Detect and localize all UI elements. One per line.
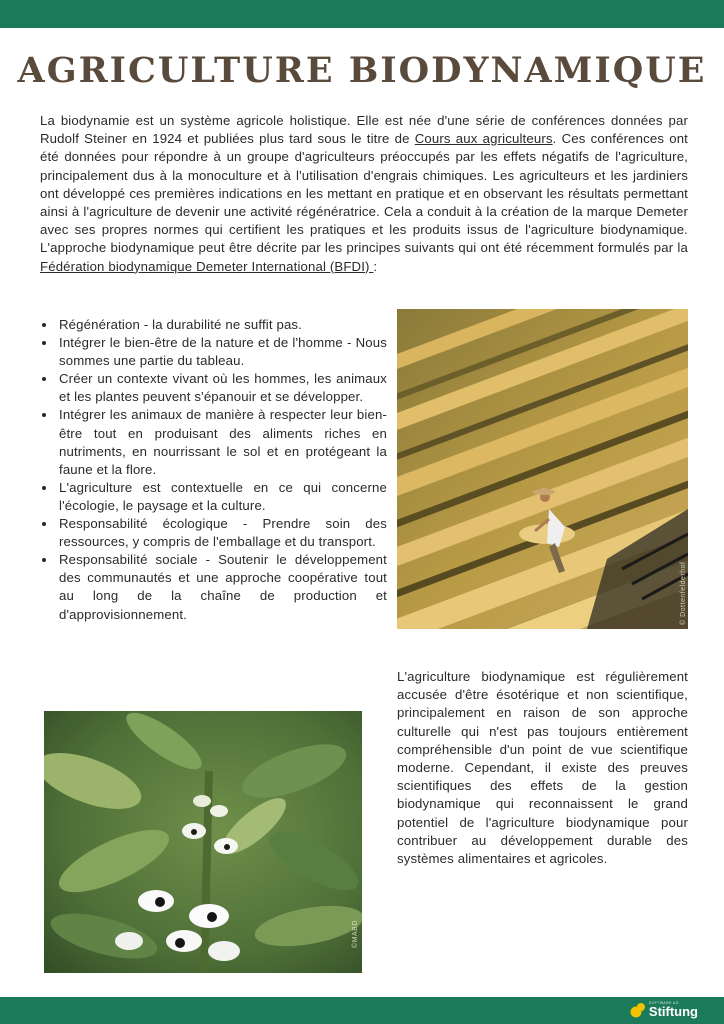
bean-flower-photo <box>44 711 362 973</box>
field-photo-credit: © Dottenfelderhof <box>680 561 687 625</box>
list-item: • Responsabilité sociale - Soutenir le développement des communautés et une approche coopérative tout au long de la chaîne de production et d'approvisionnement. <box>57 551 387 623</box>
link-bfdi[interactable]: Fédération biodynamique Demeter International (BFDI) <box>40 258 374 274</box>
intro-text-3: : <box>373 258 378 274</box>
list-item: • L'agriculture est contextuelle en ce qui concerne l'écologie, le paysage et la culture. <box>57 479 387 515</box>
intro-text-1: La biodynamie est un système agricole holistique. Elle est née d'une série de conférences données par Rudolf Steiner en 1924 et publiées plus tard sous le titre de <box>40 113 688 147</box>
link-cours-aux-agriculteurs[interactable]: Cours aux agriculteurs <box>414 131 553 147</box>
stiftung-logo <box>630 999 698 1021</box>
principles-list <box>40 316 387 624</box>
bottom-banner-bar <box>0 997 724 1024</box>
top-banner-bar <box>0 0 724 28</box>
list-item: • Créer un contexte vivant où les hommes, les animaux et les plantes peuvent s'épanouir et se développer. <box>57 370 387 406</box>
intro-text-2: . Ces conférences ont été données pour répondre à un groupe d'agriculteurs préoccupés par les effets négatifs de l'agriculture, principalement dus à la monoculture et à l'utilisation d'engrais chimiques. Les agriculteurs et les jardiniers ont développé ces premières indications en les mettant en pratique et en observant les résultats permettant ainsi à l'agriculture de devenir une activité régénératrice. Cela a conduit à la création de la marque Demeter avec ses propres normes qui certifient les pratiques et les produits issus de l'agriculture biodynamique. L'approche biodynamique peut être décrite par les principes suivants qui ont été récemment formulés par la <box>40 131 688 256</box>
list-item: • Intégrer les animaux de manière à respecter leur bien-être tout en produisant des aliments riches en nutriments, en nourrissant le sol et en protégeant la faune et la flore. <box>57 406 387 478</box>
critique-paragraph: L'agriculture biodynamique est régulièrement accusée d'être ésotérique et non scientifique, principalement en raison de son approche culturelle qui n'est pas toujours entièrement compréhensible d'un point de vue scientifique moderne. Cependant, il existe des preuves scientifiques des effets de la gestion biodynamique qui reconnaissent le grand potentiel de l'agriculture biodynamique pour contribuer au développement durable des systèmes alimentaires et agricoles. <box>397 669 688 867</box>
list-item: • Intégrer le bien-être de la nature et de l'homme - Nous sommes une partie du tableau. <box>57 334 387 370</box>
logo-big-text: Stiftung <box>648 1004 698 1020</box>
stiftung-leaf-icon <box>630 1001 646 1019</box>
bean-photo-credit: ©MABD <box>352 920 359 948</box>
logo-small-text: SOFTWARE AG <box>648 1000 679 1005</box>
list-item: • Responsabilité écologique - Prendre soin des ressources, y compris de l'emballage et du transport. <box>57 515 387 551</box>
list-item: • Régénération - la durabilité ne suffit pas. <box>57 316 387 334</box>
field-harvest-photo <box>397 309 688 629</box>
intro-paragraph <box>40 112 688 276</box>
page-title: AGRICULTURE BIODYNAMIQUE <box>17 50 707 91</box>
